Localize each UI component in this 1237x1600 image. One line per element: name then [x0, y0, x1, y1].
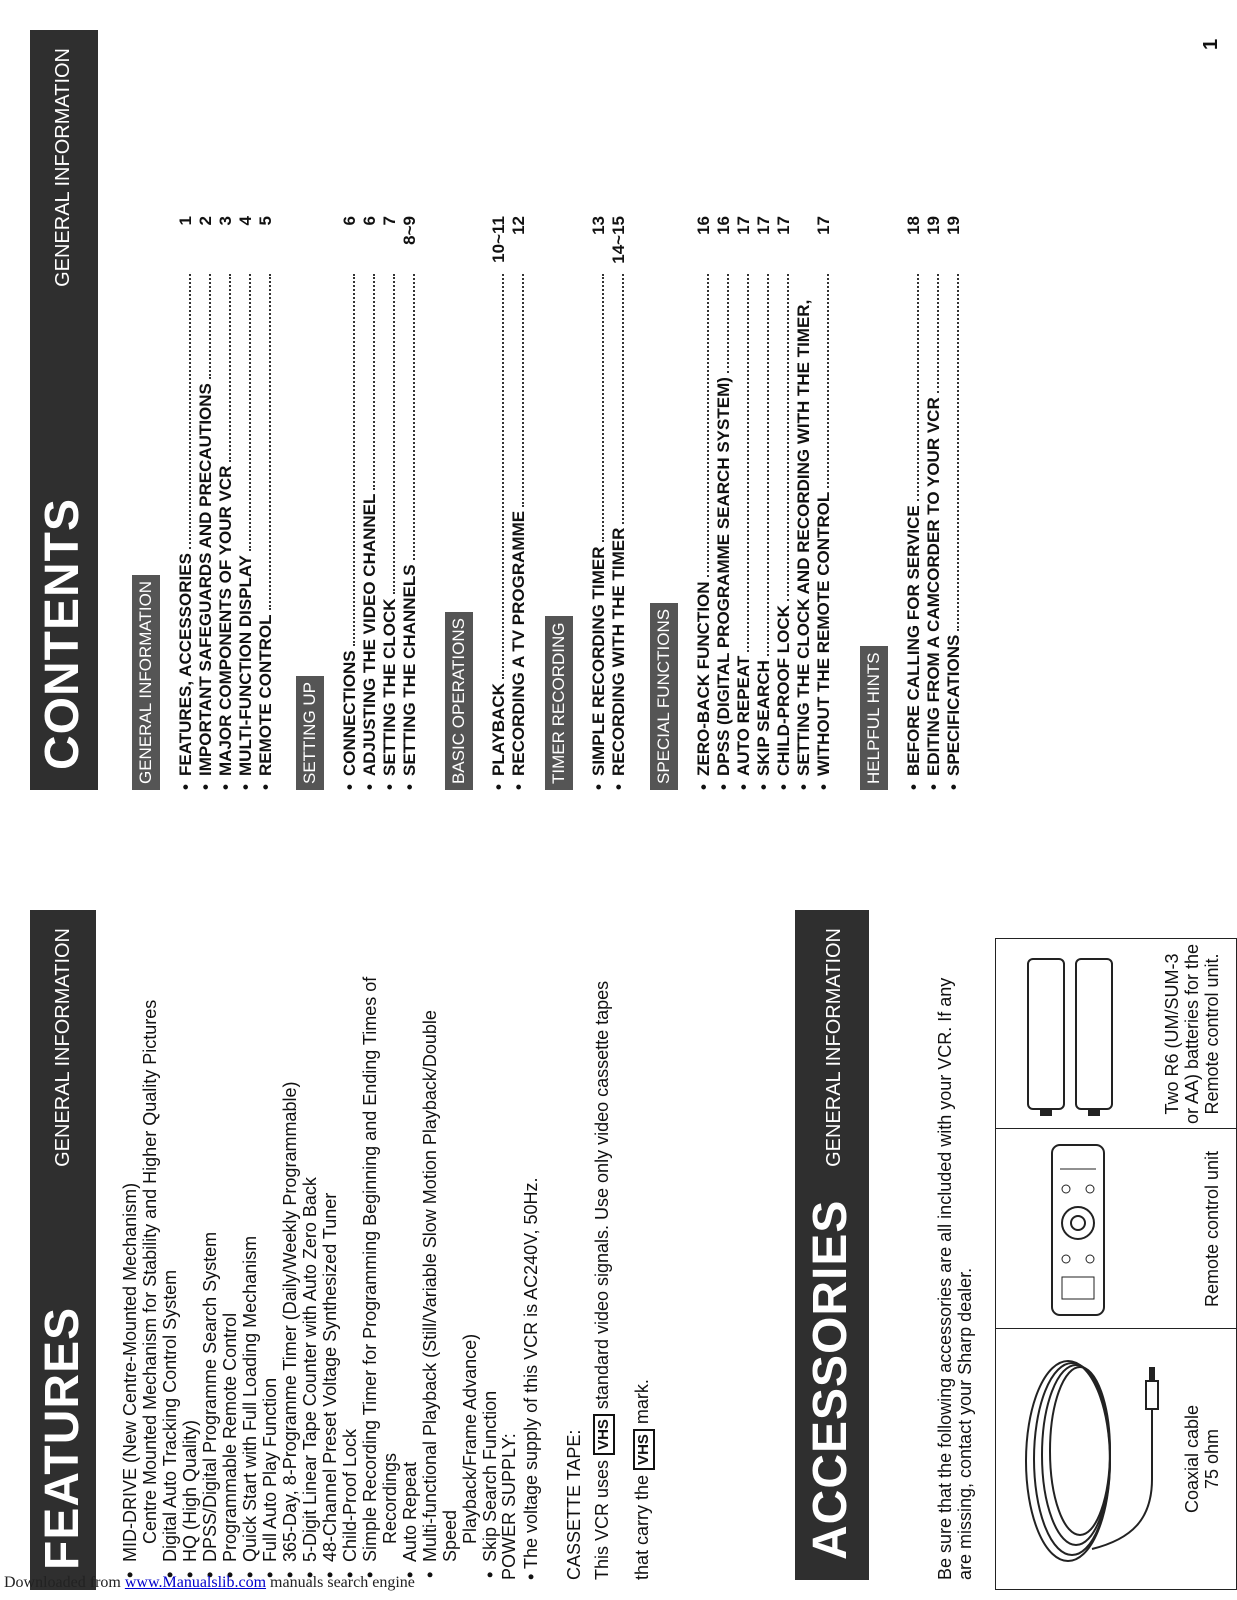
accessories-table	[995, 938, 1237, 1590]
feature-item: • HQ (High Quality)	[180, 960, 200, 1580]
cassette-line-2: that carry the VHS mark.	[628, 940, 656, 1580]
toc-entry[interactable]: • IMPORTANT SAFEGUARDS AND PRECAUTIONS 2	[196, 216, 216, 790]
feature-item: • Auto Repeat	[400, 960, 420, 1580]
toc-entry[interactable]: • SPECIFICATIONS 19	[944, 216, 964, 790]
features-section-tag: GENERAL INFORMATION	[52, 928, 74, 1167]
accessory-batteries	[996, 939, 1236, 1129]
toc-setting-up	[340, 216, 420, 790]
power-text: • The voltage supply of this VCR is AC240V, 50Hz.	[521, 1177, 541, 1580]
manualslib-link[interactable]: www.Manualslib.com	[124, 1574, 267, 1591]
feature-item: • MID-DRIVE (New Centre-Mounted Mechanism) Centre Mounted Mechanism for Stability and Higher Quality Pictures	[120, 960, 160, 1580]
features-title: FEATURES	[36, 1306, 89, 1570]
accessories-banner	[795, 910, 869, 1580]
batteries-icon	[1016, 949, 1126, 1119]
coaxial-cable-icon	[1002, 1339, 1172, 1579]
coaxial-cable-caption: Coaxial cable 75 ohm	[1182, 1404, 1222, 1514]
feature-item: • 5-Digit Linear Tape Counter with Auto Zero Back	[300, 960, 320, 1580]
power-heading: POWER SUPPLY:	[499, 1433, 519, 1580]
toc-basic-operations	[489, 216, 529, 790]
toc-heading-setting-up: SETTING UP	[296, 676, 324, 790]
toc-heading-helpful-hints: HELPFUL HINTS	[860, 646, 888, 790]
accessory-remote-control	[996, 1128, 1236, 1329]
toc-entry[interactable]: • RECORDING WITH THE TIMER 14~15	[609, 216, 629, 790]
toc-entry[interactable]: • SETTING THE CLOCK AND RECORDING WITH THE TIMER,	[794, 216, 814, 790]
accessories-title: ACCESSORIES	[804, 1199, 857, 1560]
features-banner	[30, 910, 96, 1590]
contents-banner	[30, 30, 98, 790]
toc-entry[interactable]: • SETTING THE CLOCK 7	[380, 216, 400, 790]
feature-item: • Full Auto Play Function	[260, 960, 280, 1580]
toc-timer-recording	[589, 216, 629, 790]
feature-item: • Digital Auto Tracking Control System	[160, 960, 180, 1580]
remote-control-icon	[1036, 1139, 1126, 1319]
contents-section-tag: GENERAL INFORMATION	[52, 48, 74, 287]
toc-heading-general-information: GENERAL INFORMATION	[132, 575, 160, 790]
toc-heading-special-functions: SPECIAL FUNCTIONS	[650, 603, 678, 790]
feature-item: • Quick Start with Full Loading Mechanism	[240, 960, 260, 1580]
vhs-logo-icon: VHS	[593, 1414, 615, 1455]
toc-entry[interactable]: • SIMPLE RECORDING TIMER 13	[589, 216, 609, 790]
power-supply-block	[498, 940, 542, 1580]
vhs-logo-icon: VHS	[633, 1429, 655, 1470]
feature-item: • 48-Channel Preset Voltage Synthesized Tuner	[320, 960, 340, 1580]
features-list	[120, 960, 500, 1580]
contents-half	[0, 10, 1237, 790]
cassette-line-1: This VCR uses VHS standard video signals. Use only video cassette tapes	[588, 940, 616, 1580]
toc-entry[interactable]: • BEFORE CALLING FOR SERVICE 18	[904, 216, 924, 790]
contents-title: CONTENTS	[36, 498, 89, 770]
download-footer: Downloaded from www.Manualslib.com manuals search engine	[4, 1574, 415, 1591]
toc-entry[interactable]: • SETTING THE CHANNELS 8~9	[400, 216, 420, 790]
toc-entry[interactable]: • ADJUSTING THE VIDEO CHANNEL 6	[360, 216, 380, 790]
toc-entry[interactable]: • RECORDING A TV PROGRAMME 12	[509, 216, 529, 790]
toc-helpful-hints	[904, 216, 964, 790]
feature-item: • Child-Proof Lock	[340, 960, 360, 1580]
feature-item: • Multi-functional Playback (Still/Variable Slow Motion Playback/Double Speed Playback/Frame Advance)	[420, 960, 480, 1580]
toc-entry[interactable]: • SKIP SEARCH 17	[754, 216, 774, 790]
cassette-tape-block	[560, 940, 656, 1580]
toc-heading-timer-recording: TIMER RECORDING	[545, 617, 573, 791]
toc-entry[interactable]: • MULTI-FUNCTION DISPLAY 4	[236, 216, 256, 790]
toc-entry[interactable]: • CHILD-PROOF LOCK 17	[774, 216, 794, 790]
toc-general-information	[176, 216, 276, 790]
cassette-heading: CASSETTE TAPE:	[564, 1429, 584, 1580]
feature-item: • Skip Search Function	[480, 960, 500, 1580]
toc-entry[interactable]: • DPSS (DIGITAL PROGRAMME SEARCH SYSTEM) 16	[714, 216, 734, 790]
toc-entry[interactable]: • REMOTE CONTROL 5	[256, 216, 276, 790]
features-accessories-half	[0, 900, 1237, 1600]
toc-heading-basic-operations: BASIC OPERATIONS	[445, 612, 473, 790]
toc-entry[interactable]: • CONNECTIONS 6	[340, 216, 360, 790]
toc-entry-continued[interactable]: • WITHOUT THE REMOTE CONTROL 17	[814, 216, 834, 790]
toc-entry[interactable]: • MAJOR COMPONENTS OF YOUR VCR 3	[216, 216, 236, 790]
accessories-section-tag: GENERAL INFORMATION	[823, 928, 845, 1167]
toc-entry[interactable]: • FEATURES, ACCESSORIES 1	[176, 216, 196, 790]
feature-item: • 365-Day, 8-Programme Timer (Daily/Weekly Programmable)	[280, 960, 300, 1580]
feature-item: • Programmable Remote Control	[220, 960, 240, 1580]
toc-entry[interactable]: • PLAYBACK 10~11	[489, 216, 509, 790]
toc-special-functions	[694, 216, 834, 790]
toc-entry[interactable]: • AUTO REPEAT 17	[734, 216, 754, 790]
toc-entry[interactable]: • EDITING FROM A CAMCORDER TO YOUR VCR 19	[924, 216, 944, 790]
accessory-coaxial-cable	[996, 1328, 1236, 1589]
toc-entry[interactable]: • ZERO-BACK FUNCTION 16	[694, 216, 714, 790]
feature-item: • DPSS/Digital Programme Search System	[200, 960, 220, 1580]
page-number: 1	[1200, 38, 1222, 50]
accessories-intro: Be sure that the following accessories are all included with your VCR. If any are missing, contact your Sharp dealer.	[935, 977, 975, 1580]
remote-control-caption: Remote control unit	[1202, 1150, 1222, 1308]
batteries-caption: Two R6 (UM/SUM-3 or AA) batteries for the Remote control unit.	[1162, 943, 1222, 1125]
feature-item: • Simple Recording Timer for Programming Beginning and Ending Times of Recordings	[360, 960, 400, 1580]
